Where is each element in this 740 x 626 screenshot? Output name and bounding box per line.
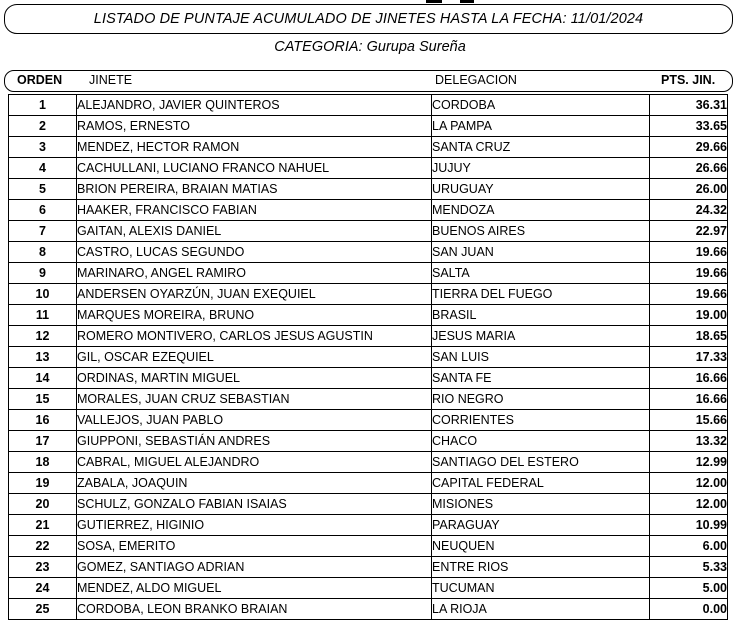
cell-pts: 22.97: [650, 221, 728, 242]
cell-delegacion: LA RIOJA: [432, 599, 650, 620]
table-row: [9, 599, 728, 620]
header-pts: PTS. JIN.: [661, 73, 716, 87]
cell-orden: 20: [9, 494, 77, 515]
cell-jinete: ALEJANDRO, JAVIER QUINTEROS: [77, 95, 432, 116]
cell-orden: 17: [9, 431, 77, 452]
cell-pts: 12.00: [650, 494, 728, 515]
cell-orden: 6: [9, 200, 77, 221]
cell-orden: 9: [9, 263, 77, 284]
cell-delegacion: ENTRE RIOS: [432, 557, 650, 578]
cell-delegacion: TIERRA DEL FUEGO: [432, 284, 650, 305]
table-row: [9, 431, 728, 452]
table-row: [9, 515, 728, 536]
cell-delegacion: MISIONES: [432, 494, 650, 515]
cell-orden: 12: [9, 326, 77, 347]
cell-jinete: MORALES, JUAN CRUZ SEBASTIAN: [77, 389, 432, 410]
cell-orden: 25: [9, 599, 77, 620]
cell-delegacion: CORDOBA: [432, 95, 650, 116]
cell-jinete: GIL, OSCAR EZEQUIEL: [77, 347, 432, 368]
cell-jinete: GOMEZ, SANTIAGO ADRIAN: [77, 557, 432, 578]
cell-jinete: CABRAL, MIGUEL ALEJANDRO: [77, 452, 432, 473]
cell-delegacion: CAPITAL FEDERAL: [432, 473, 650, 494]
cell-orden: 18: [9, 452, 77, 473]
cell-pts: 0.00: [650, 599, 728, 620]
table-row: [9, 242, 728, 263]
cell-pts: 26.00: [650, 179, 728, 200]
table-row: [9, 494, 728, 515]
cell-delegacion: SAN JUAN: [432, 242, 650, 263]
cell-delegacion: CHACO: [432, 431, 650, 452]
cell-jinete: RAMOS, ERNESTO: [77, 116, 432, 137]
header-jinete: JINETE: [89, 73, 133, 87]
table-row: [9, 200, 728, 221]
cell-pts: 36.31: [650, 95, 728, 116]
cell-orden: 11: [9, 305, 77, 326]
header-delegacion: DELEGACION: [435, 73, 517, 87]
cell-pts: 19.66: [650, 284, 728, 305]
cell-orden: 13: [9, 347, 77, 368]
cell-jinete: SOSA, EMERITO: [77, 536, 432, 557]
cell-jinete: MARQUES MOREIRA, BRUNO: [77, 305, 432, 326]
cell-pts: 19.00: [650, 305, 728, 326]
cell-orden: 2: [9, 116, 77, 137]
table-row: [9, 536, 728, 557]
cell-orden: 24: [9, 578, 77, 599]
category-label: CATEGORIA: Gurupa Sureña: [274, 39, 466, 55]
cell-orden: 22: [9, 536, 77, 557]
cell-pts: 12.00: [650, 473, 728, 494]
table-row: [9, 221, 728, 242]
cell-jinete: CACHULLANI, LUCIANO FRANCO NAHUEL: [77, 158, 432, 179]
cell-pts: 6.00: [650, 536, 728, 557]
cell-delegacion: NEUQUEN: [432, 536, 650, 557]
cell-delegacion: RIO NEGRO: [432, 389, 650, 410]
table-row: [9, 578, 728, 599]
table-row: [9, 179, 728, 200]
cell-jinete: ROMERO MONTIVERO, CARLOS JESUS AGUSTIN: [77, 326, 432, 347]
cell-pts: 15.66: [650, 410, 728, 431]
cell-pts: 16.66: [650, 368, 728, 389]
cell-delegacion: PARAGUAY: [432, 515, 650, 536]
cell-orden: 4: [9, 158, 77, 179]
cell-jinete: BRION PEREIRA, BRAIAN MATIAS: [77, 179, 432, 200]
cell-jinete: GIUPPONI, SEBASTIÁN ANDRES: [77, 431, 432, 452]
cell-delegacion: MENDOZA: [432, 200, 650, 221]
table-row: [9, 410, 728, 431]
cell-orden: 23: [9, 557, 77, 578]
cell-jinete: HAAKER, FRANCISCO FABIAN: [77, 200, 432, 221]
cell-delegacion: SANTA FE: [432, 368, 650, 389]
cell-pts: 29.66: [650, 137, 728, 158]
cell-jinete: CORDOBA, LEON BRANKO BRAIAN: [77, 599, 432, 620]
table-row: [9, 473, 728, 494]
cell-jinete: GAITAN, ALEXIS DANIEL: [77, 221, 432, 242]
cell-jinete: MARINARO, ANGEL RAMIRO: [77, 263, 432, 284]
cell-delegacion: SAN LUIS: [432, 347, 650, 368]
cell-jinete: ANDERSEN OYARZÚN, JUAN EXEQUIEL: [77, 284, 432, 305]
cell-pts: 16.66: [650, 389, 728, 410]
cell-pts: 19.66: [650, 242, 728, 263]
cell-delegacion: SALTA: [432, 263, 650, 284]
cell-delegacion: CORRIENTES: [432, 410, 650, 431]
table-row: [9, 347, 728, 368]
cell-orden: 3: [9, 137, 77, 158]
cell-pts: 24.32: [650, 200, 728, 221]
cell-pts: 17.33: [650, 347, 728, 368]
header-orden: ORDEN: [17, 73, 63, 87]
cell-delegacion: JUJUY: [432, 158, 650, 179]
report-title: [4, 4, 733, 34]
cell-orden: 10: [9, 284, 77, 305]
cell-orden: 1: [9, 95, 77, 116]
cell-orden: 8: [9, 242, 77, 263]
cell-pts: 26.66: [650, 158, 728, 179]
cell-orden: 15: [9, 389, 77, 410]
cell-jinete: ZABALA, JOAQUIN: [77, 473, 432, 494]
table-row: [9, 95, 728, 116]
cell-pts: 5.33: [650, 557, 728, 578]
cell-pts: 12.99: [650, 452, 728, 473]
cell-jinete: CASTRO, LUCAS SEGUNDO: [77, 242, 432, 263]
cell-pts: 18.65: [650, 326, 728, 347]
table-row: [9, 557, 728, 578]
cell-orden: 19: [9, 473, 77, 494]
cell-orden: 21: [9, 515, 77, 536]
table-row: [9, 284, 728, 305]
cell-pts: 5.00: [650, 578, 728, 599]
cell-orden: 5: [9, 179, 77, 200]
cell-delegacion: URUGUAY: [432, 179, 650, 200]
cell-jinete: ORDINAS, MARTIN MIGUEL: [77, 368, 432, 389]
table-row: [9, 116, 728, 137]
cell-delegacion: BRASIL: [432, 305, 650, 326]
table-header: [4, 70, 733, 92]
table-row: [9, 326, 728, 347]
table-row: [9, 305, 728, 326]
cell-jinete: MENDEZ, HECTOR RAMON: [77, 137, 432, 158]
cell-pts: 10.99: [650, 515, 728, 536]
table-row: [9, 368, 728, 389]
cell-delegacion: SANTIAGO DEL ESTERO: [432, 452, 650, 473]
cell-delegacion: JESUS MARIA: [432, 326, 650, 347]
ranking-table: [8, 94, 728, 620]
cell-delegacion: TUCUMAN: [432, 578, 650, 599]
cell-jinete: MENDEZ, ALDO MIGUEL: [77, 578, 432, 599]
ranking-table-body: [9, 95, 728, 620]
table-row: [9, 452, 728, 473]
report-title-text: LISTADO DE PUNTAJE ACUMULADO DE JINETES HASTA LA FECHA: 11/01/2024: [93, 11, 644, 27]
table-row: [9, 389, 728, 410]
cell-orden: 16: [9, 410, 77, 431]
cell-pts: 33.65: [650, 116, 728, 137]
cell-pts: 13.32: [650, 431, 728, 452]
cell-delegacion: LA PAMPA: [432, 116, 650, 137]
cell-delegacion: BUENOS AIRES: [432, 221, 650, 242]
cell-jinete: VALLEJOS, JUAN PABLO: [77, 410, 432, 431]
cell-delegacion: SANTA CRUZ: [432, 137, 650, 158]
cell-jinete: SCHULZ, GONZALO FABIAN ISAIAS: [77, 494, 432, 515]
table-row: [9, 137, 728, 158]
cell-orden: 14: [9, 368, 77, 389]
cell-jinete: GUTIERREZ, HIGINIO: [77, 515, 432, 536]
table-row: [9, 263, 728, 284]
table-row: [9, 158, 728, 179]
cell-orden: 7: [9, 221, 77, 242]
cell-pts: 19.66: [650, 263, 728, 284]
